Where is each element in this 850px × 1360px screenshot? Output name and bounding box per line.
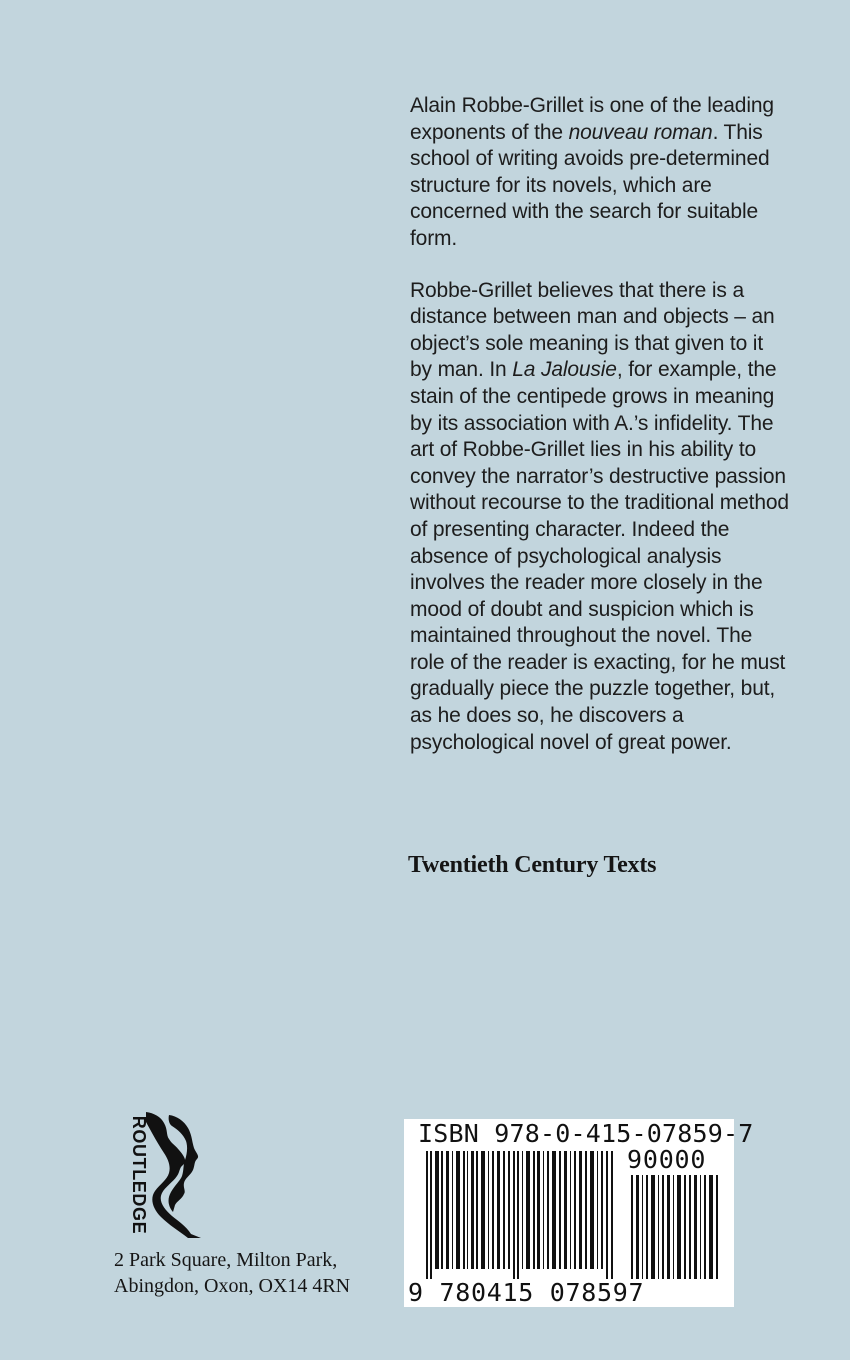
paragraph-1-text-end: . This school of writing avoids pre-determined structure for its novels, which are concerned with the search for suitable form. — [410, 120, 770, 250]
description-block — [410, 93, 790, 756]
barcode-label — [404, 1119, 754, 1307]
routledge-logo-text: ROUTLEDGE — [129, 1115, 149, 1235]
routledge-logo — [108, 1110, 200, 1240]
ean-number: 9 780415 078597 — [408, 1278, 645, 1307]
isbn-number: ISBN 978-0-415-07859-7 — [418, 1119, 754, 1148]
description-paragraph-1 — [410, 93, 790, 253]
supplemental-code: 90000 — [627, 1145, 707, 1174]
series-title: Twentieth Century Texts — [408, 852, 657, 878]
address-line-2: Abingdon, Oxon, OX14 4RN — [114, 1275, 351, 1297]
supplemental-barcode — [631, 1175, 721, 1279]
paragraph-2-text-end: , for example, the stain of the centipede grows in meaning by its association with A.’s infidelity. The art of Robbe-Grillet lies in his ability to convey the narrator’s destructive passion without recourse to the traditional method of presenting character. Indeed the absence of psychological analysis involves the reader more closely in the mood of doubt and suspicion which is maintained throughout the novel. The role of the reader is exacting, for he must gradually piece the puzzle together, but, as he does so, he discovers a psychological novel of great power. — [410, 358, 789, 754]
publisher-address — [114, 1247, 374, 1299]
la-jalousie-title: La Jalousie — [512, 358, 617, 382]
paragraph-2-text-start: Robbe-Grillet believes that there is a distance between man and objects – an object’s sole meaning is that given to it by man. In — [410, 278, 775, 382]
address-line-1: 2 Park Square, Milton Park, — [114, 1249, 338, 1271]
ean-barcode — [426, 1151, 616, 1279]
routledge-profile-logo-icon — [144, 1110, 202, 1240]
paragraph-1-text-start: Alain Robbe-Grillet is one of the leading exponents of the — [410, 94, 774, 144]
description-paragraph-2 — [410, 278, 790, 757]
nouveau-roman-term: nouveau roman — [568, 120, 713, 144]
